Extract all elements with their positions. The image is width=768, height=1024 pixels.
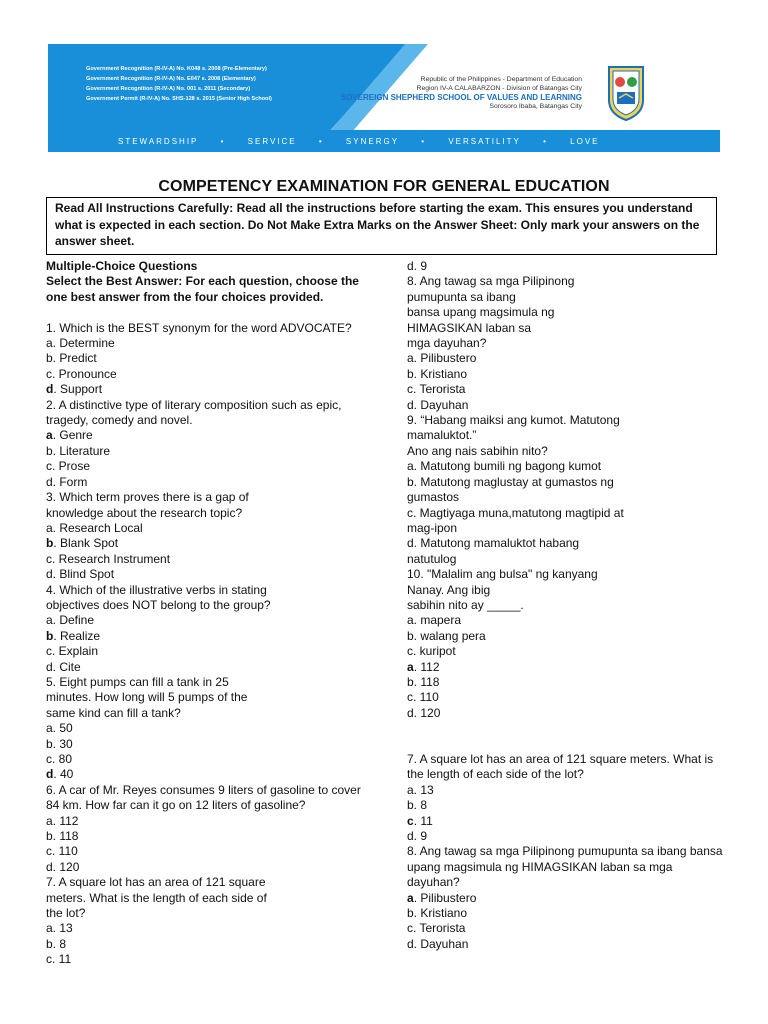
motto-separator: • bbox=[543, 137, 548, 146]
text-line: d. Form bbox=[46, 474, 88, 489]
line-text: . Pilibustero bbox=[413, 890, 477, 905]
left-column bbox=[46, 259, 361, 968]
text-line: knowledge about the research topic? bbox=[46, 505, 243, 520]
text-line: b. 30 bbox=[46, 736, 73, 751]
text-line: minutes. How long will 5 pumps of the bbox=[46, 690, 248, 705]
text-line bbox=[407, 891, 723, 906]
page-title: COMPETENCY EXAMINATION FOR GENERAL EDUCATION bbox=[158, 178, 610, 195]
text-line: mamaluktot.” bbox=[407, 428, 477, 443]
text-line: Ano ang nais sabihin nito? bbox=[407, 443, 548, 458]
text-line: dayuhan? bbox=[407, 875, 460, 890]
motto-word: STEWARDSHIP bbox=[118, 137, 199, 146]
text-line: a. Determine bbox=[46, 336, 115, 351]
text-line: b. Kristiano bbox=[407, 366, 468, 381]
text-line: b. 8 bbox=[407, 798, 428, 813]
text-line bbox=[46, 382, 361, 397]
text-line bbox=[407, 721, 723, 736]
line-text: . Blank Spot bbox=[53, 536, 119, 551]
text-line: c. Research Instrument bbox=[46, 551, 171, 566]
text-line: c. kuripot bbox=[407, 644, 456, 659]
text-line: a. Define bbox=[46, 613, 95, 628]
text-line: 7. A square lot has an area of 121 square bbox=[46, 875, 266, 890]
text-line: gumastos bbox=[407, 490, 460, 505]
motto-separator: • bbox=[421, 137, 427, 146]
deped-line: Region IV-A CALABARZON - Division of Batangas City bbox=[416, 85, 582, 92]
text-line: d. 120 bbox=[407, 705, 441, 720]
deped-line: Republic of the Philippines - Department of Education bbox=[420, 76, 582, 83]
text-line: 2. A distinctive type of literary composition such as epic, bbox=[46, 397, 342, 412]
text-line: mag-ipon bbox=[407, 520, 458, 535]
text-line: 10. "Malalim ang bulsa" ng kanyang bbox=[407, 567, 598, 582]
text-line: d. Cite bbox=[46, 659, 81, 674]
instructions-box: Read All Instructions Carefully: Read all the instructions before starting the exam. This ensures you understand what is expected in each section. Do Not Make Extra Marks on the Answer Sheet: Only mark your answers on the answer sheet. bbox=[46, 197, 717, 255]
school-motto bbox=[118, 137, 617, 146]
motto-word: SYNERGY bbox=[345, 137, 400, 146]
text-line: upang magsimula ng HIMAGSIKAN laban sa mga bbox=[407, 859, 673, 874]
text-line bbox=[46, 305, 361, 320]
text-line: d. 120 bbox=[46, 859, 80, 874]
school-name: SOVEREIGN SHEPHERD SCHOOL OF VALUES AND LEARNING bbox=[340, 93, 582, 102]
text-line: 4. Which of the illustrative verbs in stating bbox=[46, 582, 267, 597]
text-line: objectives does NOT belong to the group? bbox=[46, 597, 271, 612]
text-line: b. Matutong maglustay at gumastos ng bbox=[407, 474, 614, 489]
text-line: a. 112 bbox=[46, 813, 79, 828]
text-line: c. Prose bbox=[46, 459, 91, 474]
motto-separator: • bbox=[318, 137, 324, 146]
text-line: c. Terorista bbox=[407, 921, 466, 936]
motto-word: LOVE bbox=[570, 137, 600, 146]
text-line: pumupunta sa ibang bbox=[407, 289, 516, 304]
text-line: c. 110 bbox=[407, 690, 439, 705]
text-line: Select the Best Answer: For each question, choose the bbox=[46, 274, 359, 289]
text-line: d. Blind Spot bbox=[46, 567, 115, 582]
text-line: d. Matutong mamaluktot habang bbox=[407, 536, 580, 551]
text-line: c. Terorista bbox=[407, 382, 466, 397]
recognition-line: Government Recognition (R-IV-A) No. E047 s. 2008 (Elementary) bbox=[86, 76, 256, 82]
text-line: d. Dayuhan bbox=[407, 936, 469, 951]
text-line: natutulog bbox=[407, 551, 457, 566]
text-line: b. Predict bbox=[46, 351, 97, 366]
text-line: tragedy, comedy and novel. bbox=[46, 413, 193, 428]
school-seal-icon bbox=[606, 64, 646, 122]
text-line: d. 9 bbox=[407, 829, 428, 844]
line-text: . 40 bbox=[53, 767, 74, 782]
right-column bbox=[407, 259, 723, 952]
text-line bbox=[46, 536, 361, 551]
text-line: c. Pronounce bbox=[46, 366, 117, 381]
text-line: 5. Eight pumps can fill a tank in 25 bbox=[46, 674, 229, 689]
text-line bbox=[46, 629, 361, 644]
text-line: c. 110 bbox=[46, 844, 78, 859]
text-line: d. 9 bbox=[407, 259, 428, 273]
text-line bbox=[46, 767, 361, 782]
text-line: b. 118 bbox=[407, 674, 440, 689]
text-line: b. Kristiano bbox=[407, 906, 468, 921]
text-line: 8. Ang tawag sa mga Pilipinong bbox=[407, 274, 575, 289]
text-line: a. 50 bbox=[46, 721, 73, 736]
text-line: b. 118 bbox=[46, 829, 79, 844]
text-line: a. Matutong bumili ng bagong kumot bbox=[407, 459, 602, 474]
school-info bbox=[341, 75, 582, 111]
answer-letter: d bbox=[46, 767, 54, 782]
answer-letter: b bbox=[46, 628, 54, 643]
text-line bbox=[407, 737, 723, 752]
text-line: c. 11 bbox=[46, 952, 72, 967]
text-line bbox=[46, 428, 361, 443]
motto-word: VERSATILITY bbox=[448, 137, 521, 146]
text-line: 9. “Habang maiksi ang kumot. Matutong bbox=[407, 413, 620, 428]
text-line: one best answer from the four choices provided. bbox=[46, 289, 324, 304]
school-address: Sorosoro Ibaba, Batangas City bbox=[489, 103, 582, 110]
text-line: 1. Which is the BEST synonym for the word ADVOCATE? bbox=[46, 320, 352, 335]
text-line: a. 13 bbox=[46, 921, 73, 936]
line-text: . Support bbox=[53, 382, 103, 397]
text-line: 6. A car of Mr. Reyes consumes 9 liters of gasoline to cover bbox=[46, 782, 361, 797]
text-line: the lot? bbox=[46, 906, 86, 921]
answer-letter: c bbox=[407, 813, 414, 828]
text-line: 84 km. How far can it go on 12 liters of gasoline? bbox=[46, 798, 306, 813]
text-line: 7. A square lot has an area of 121 square meters. What is bbox=[407, 752, 714, 766]
text-line: mga dayuhan? bbox=[407, 336, 487, 351]
text-line: 8. Ang tawag sa mga Pilipinong pumupunta sa ibang bansa bbox=[407, 844, 723, 859]
text-line: Nanay. Ang ibig bbox=[407, 582, 491, 597]
text-line: d. Dayuhan bbox=[407, 397, 469, 412]
text-line: Multiple-Choice Questions bbox=[46, 259, 198, 273]
text-line: 3. Which term proves there is a gap of bbox=[46, 490, 249, 505]
text-line bbox=[407, 660, 723, 675]
answer-letter: b bbox=[46, 536, 54, 551]
line-text: . 11 bbox=[413, 813, 433, 828]
text-line: b. walang pera bbox=[407, 628, 486, 643]
answer-letter: d bbox=[46, 382, 54, 397]
motto-word: SERVICE bbox=[247, 137, 297, 146]
text-line: the length of each side of the lot? bbox=[407, 767, 584, 782]
text-line: bansa upang magsimula ng bbox=[407, 305, 555, 320]
government-recognitions bbox=[86, 64, 272, 104]
text-line: HIMAGSIKAN laban sa bbox=[407, 320, 532, 335]
motto-band bbox=[48, 130, 720, 152]
text-line: a. mapera bbox=[407, 613, 462, 628]
text-line: c. 80 bbox=[46, 752, 73, 766]
line-text: . 112 bbox=[413, 659, 440, 674]
recognition-line: Government Permit (R-IV-A) No. SHS-128 s. 2015 (Senior High School) bbox=[86, 96, 272, 102]
text-line: b. 8 bbox=[46, 936, 67, 951]
text-line: a. 13 bbox=[407, 782, 434, 797]
text-line: same kind can fill a tank? bbox=[46, 705, 181, 720]
text-line: c. Magtiyaga muna,matutong magtipid at bbox=[407, 505, 624, 520]
text-line: c. Explain bbox=[46, 644, 99, 659]
motto-separator: • bbox=[220, 137, 226, 146]
line-text: . Realize bbox=[53, 628, 101, 643]
text-line: a. Pilibustero bbox=[407, 351, 477, 366]
text-line: b. Literature bbox=[46, 443, 111, 458]
text-line: a. Research Local bbox=[46, 520, 143, 535]
recognition-line: Government Recognition (R-IV-A) No. K048 s. 2008 (Pre-Elementary) bbox=[86, 66, 267, 72]
text-line: meters. What is the length of each side of bbox=[46, 890, 267, 905]
text-line: sabihin nito ay _____. bbox=[407, 597, 524, 612]
answer-letter: a bbox=[407, 890, 414, 905]
text-line bbox=[407, 814, 723, 829]
answer-letter: a bbox=[407, 659, 414, 674]
school-header bbox=[48, 44, 720, 154]
answer-letter: a bbox=[46, 428, 53, 443]
recognition-line: Government Recognition (R-IV-A) No. 001 s. 2011 (Secondary) bbox=[86, 86, 251, 92]
line-text: . Genre bbox=[52, 428, 93, 443]
